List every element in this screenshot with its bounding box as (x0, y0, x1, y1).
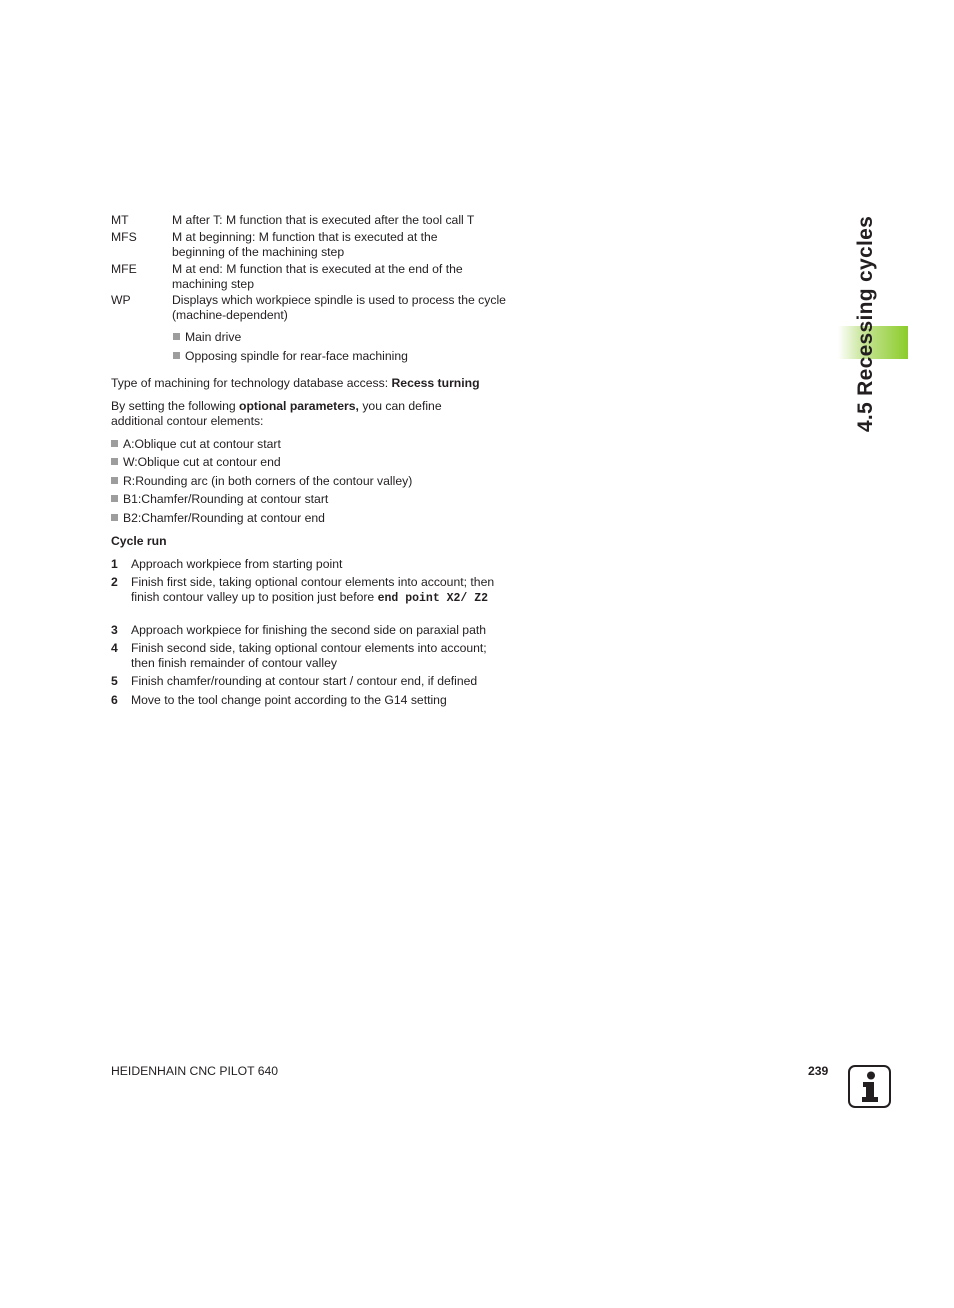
chapter-title: 4.5 Recessing cycles (854, 215, 877, 433)
param-desc: M after T: M function that is executed after the tool call T (172, 213, 475, 227)
machining-type-value: Recess turning (391, 376, 480, 390)
square-bullet-icon (111, 440, 118, 447)
param-code: WP (111, 293, 131, 307)
square-bullet-icon (173, 352, 180, 359)
machining-type-line: Type of machining for technology database access: Recess turning (111, 376, 480, 390)
square-bullet-icon (111, 458, 118, 465)
list-item: B2:Chamfer/Rounding at contour end (111, 511, 325, 526)
param-desc: Displays which workpiece spindle is used to process the cycle (machine-dependent) (172, 293, 506, 322)
info-icon (848, 1065, 891, 1108)
square-bullet-icon (173, 333, 180, 340)
square-bullet-icon (111, 495, 118, 502)
list-item: W:Oblique cut at contour end (111, 455, 281, 470)
optional-intro: By setting the following optional parameters, you can define additional contour elements: (111, 399, 442, 428)
param-desc: M at beginning: M function that is executed at the beginning of the machining step (172, 230, 438, 259)
list-item: Main drive (173, 330, 241, 345)
code-inline: end point X2/ Z2 (377, 592, 489, 605)
list-item: B1:Chamfer/Rounding at contour start (111, 492, 328, 507)
param-code: MFS (111, 230, 137, 244)
cycle-run-heading: Cycle run (111, 534, 167, 548)
list-item: A:Oblique cut at contour start (111, 437, 281, 452)
param-code: MFE (111, 262, 137, 276)
footer-product: HEIDENHAIN CNC PILOT 640 (111, 1064, 279, 1078)
list-item: Opposing spindle for rear-face machining (173, 349, 408, 364)
square-bullet-icon (111, 514, 118, 521)
param-code: MT (111, 213, 129, 227)
page-number: 239 (808, 1064, 829, 1078)
list-item: R:Rounding arc (in both corners of the contour valley) (111, 474, 412, 489)
param-desc: M at end: M function that is executed at the end of the machining step (172, 262, 463, 291)
square-bullet-icon (111, 477, 118, 484)
